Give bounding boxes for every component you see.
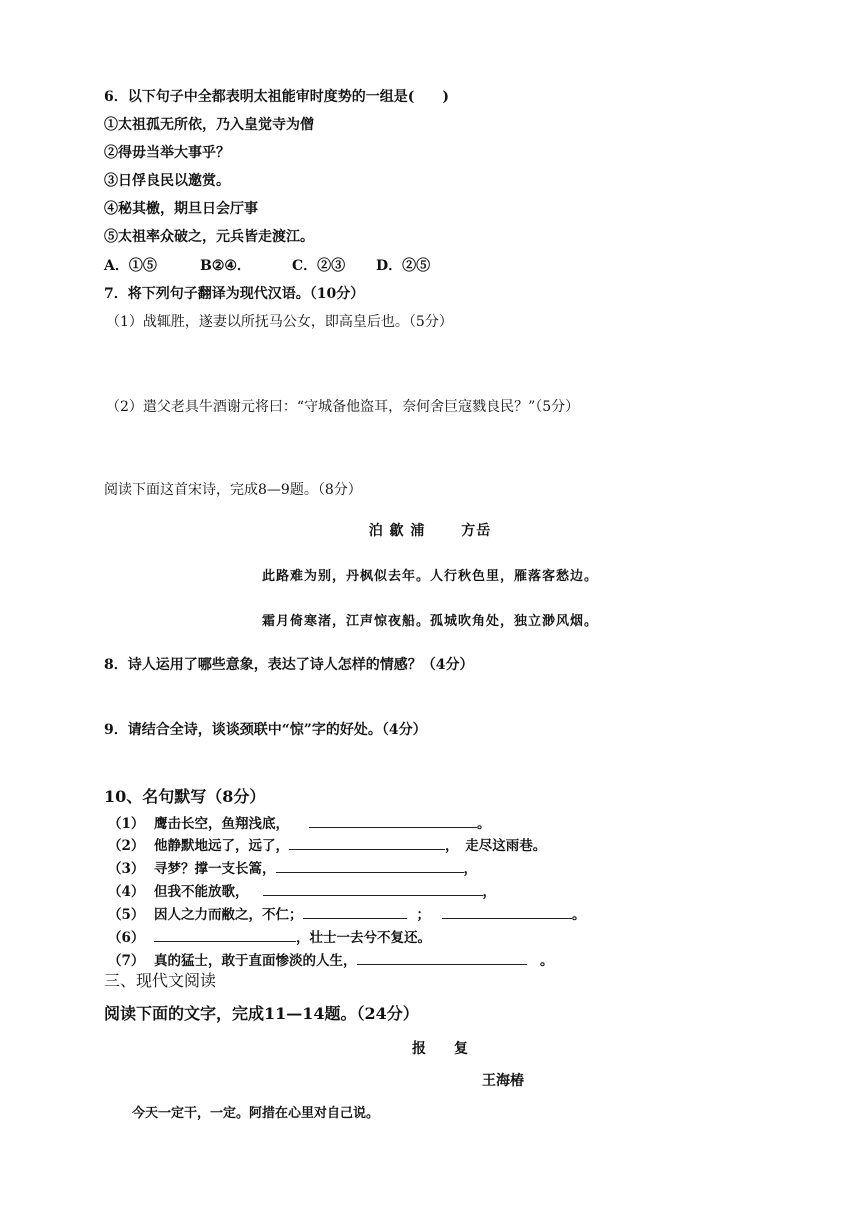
q6-options [104, 257, 430, 275]
q6-item-1: ①太祖孤无所依，乃入皇觉寺为僧 [104, 117, 314, 133]
story-author: 王海椿 [482, 1073, 524, 1089]
q7-sentence-1: （1）战辄胜，遂妻以所抚马公女，即高皇后也。（5分） [106, 314, 453, 330]
q6-stem: 6．以下句子中全都表明太祖能审时度势的一组是( ) [104, 89, 449, 105]
answer-blank[interactable] [154, 927, 296, 942]
q6-option-b: B②④． [200, 258, 251, 274]
story-title: 报 复 [412, 1041, 468, 1057]
q6-item-3: ③日俘良民以邀赏。 [104, 173, 230, 189]
dictation-item-4: （4） 但我不能放歌， ， [108, 881, 496, 901]
answer-blank[interactable] [263, 881, 483, 896]
answer-blank[interactable] [357, 950, 527, 965]
answer-blank[interactable] [289, 835, 445, 850]
q6-item-4: ④秘其檄，期旦日会厅事 [104, 201, 258, 217]
dictation-item-3: （3） 寻梦？撑一支长篙， ， [108, 858, 477, 878]
poem-line-1: 此路难为别，丹枫似去年。人行秋色里，雁落客愁边。 [261, 569, 598, 584]
q6-option-d: D．②⑤ [376, 258, 431, 274]
story-first-line: 今天一定干，一定。阿措在心里对自己说。 [132, 1106, 380, 1121]
q6-item-5: ⑤太祖率众破之，元兵皆走渡江。 [104, 229, 314, 245]
dictation-item-2: （2） 他静默地远了，远了， ， 走尽这雨巷。 [108, 835, 546, 855]
q7-sentence-2: （2）遣父老具牛酒谢元将曰：“守城备他盗耳，奈何舍巨寇戮良民？”（5分） [106, 399, 580, 415]
dictation-item-7: （7） 真的猛士，敢于直面惨淡的人生， 。 [108, 950, 554, 970]
answer-blank[interactable] [276, 858, 464, 873]
q6-item-2: ②得毋当举大事乎？ [104, 145, 230, 161]
poem-line-2: 霜月倚寒渚，江声惊夜船。孤城吹角处，独立渺风烟。 [261, 614, 598, 629]
answer-blank[interactable] [309, 813, 477, 828]
q8: 8．诗人运用了哪些意象，表达了诗人怎样的情感？（4分） [104, 657, 474, 673]
q7-stem: 7．将下列句子翻译为现代汉语。（10分） [104, 286, 365, 302]
dictation-item-6: （6） ，壮士一去兮不复还。 [108, 927, 431, 947]
poem-intro: 阅读下面这首宋诗，完成8—9题。（8分） [104, 482, 362, 498]
section-3-heading: 三、现代文阅读 [104, 971, 217, 990]
q9: 9．请结合全诗，谈谈颈联中“惊”字的好处。（4分） [104, 722, 427, 738]
answer-blank[interactable] [303, 904, 407, 919]
q6-option-c: C．②③ [292, 258, 346, 274]
reading-intro: 阅读下面的文字，完成11—14题。（24分） [104, 1004, 419, 1023]
q10-title: 10、名句默写（8分） [104, 787, 266, 806]
answer-blank[interactable] [442, 904, 572, 919]
dictation-item-1: （1） 鹰击长空，鱼翔浅底， 。 [108, 813, 491, 833]
dictation-item-5: （5） 因人之力而敝之，不仁； ； 。 [108, 904, 586, 924]
poem-title: 泊 歙 浦 方岳 [368, 523, 492, 539]
q6-option-a: A．①⑤ [104, 258, 157, 274]
